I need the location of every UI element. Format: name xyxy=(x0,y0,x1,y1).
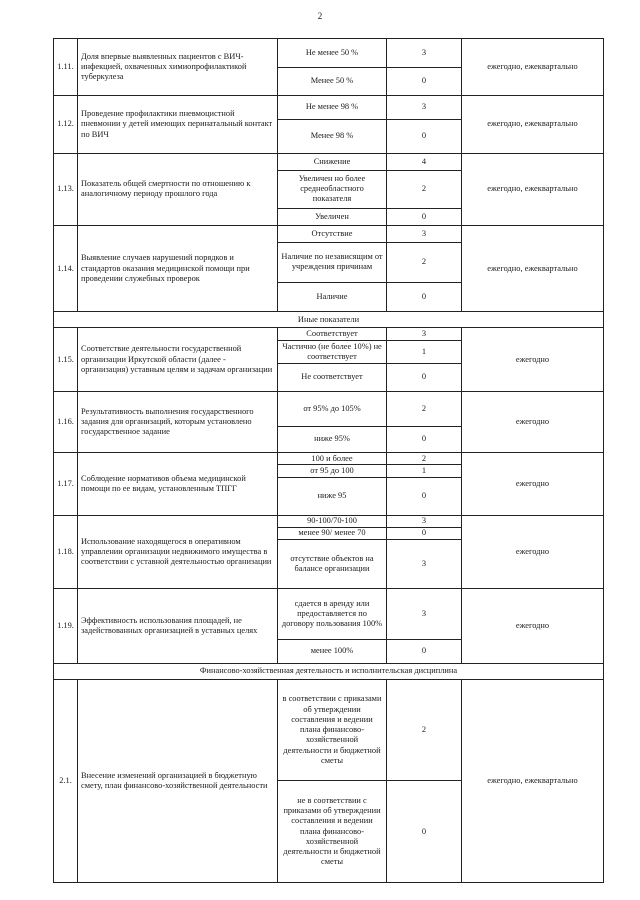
criterion-value: Наличие xyxy=(278,283,387,312)
period: ежегодно, ежеквартально xyxy=(462,96,604,153)
criterion-value: Частично (не более 10%) не соответствует xyxy=(278,340,387,364)
criterion-value: Наличие по независящим от учреждения причинам xyxy=(278,242,387,283)
criterion-points: 1 xyxy=(387,340,462,364)
criterion-value: сдается в аренду или предоставляется по договору пользования 100% xyxy=(278,589,387,640)
criterion-points: 0 xyxy=(387,119,462,153)
criterion-value: Не менее 98 % xyxy=(278,96,387,120)
criterion-points: 0 xyxy=(387,208,462,225)
page-number: 2 xyxy=(317,11,323,21)
indicator-name: Результативность выполнения государственного задания для организаций, которым установлено государственное задание xyxy=(78,391,278,452)
criterion-points: 2 xyxy=(387,242,462,283)
criterion-value: от 95 до 100 xyxy=(278,465,387,477)
section-header-row xyxy=(54,663,604,679)
table-row xyxy=(54,226,604,242)
row-number: 1.14. xyxy=(54,226,78,312)
criterion-points: 3 xyxy=(387,328,462,340)
row-number: 2.1. xyxy=(54,680,78,883)
criterion-points: 4 xyxy=(387,153,462,170)
criterion-points: 0 xyxy=(387,781,462,883)
criterion-points: 3 xyxy=(387,589,462,640)
criterion-value: ниже 95 xyxy=(278,477,387,515)
criterion-value: Снижение xyxy=(278,153,387,170)
criterion-points: 1 xyxy=(387,465,462,477)
criteria-table xyxy=(53,38,604,883)
indicator-name: Использование находящегося в оперативном управлении организации недвижимого имущества в соответствии с уставной деятельностью организации xyxy=(78,515,278,589)
row-number: 1.19. xyxy=(54,589,78,664)
criterion-points: 0 xyxy=(387,426,462,453)
criterion-value: 90-100/70-100 xyxy=(278,515,387,527)
indicator-name: Доля впервые выявленных пациентов с ВИЧ-инфекцией, охваченных химиопрофилактикой туберкулеза xyxy=(78,39,278,96)
table-row xyxy=(54,96,604,120)
row-number: 1.18. xyxy=(54,515,78,589)
row-number: 1.16. xyxy=(54,391,78,452)
indicator-name: Выявление случаев нарушений порядков и стандартов оказания медицинской помощи при проведении служебных проверок xyxy=(78,226,278,312)
indicator-name: Соответствие деятельности государственной организации Иркутской области (далее - организация) уставным целям и задачам организации xyxy=(78,328,278,391)
table-row xyxy=(54,39,604,68)
criterion-points: 3 xyxy=(387,540,462,589)
row-number: 1.12. xyxy=(54,96,78,153)
period: ежегодно xyxy=(462,328,604,391)
indicator-name: Показатель общей смертности по отношению к аналогичному периоду прошлого года xyxy=(78,153,278,226)
period: ежегодно xyxy=(462,453,604,515)
table-row xyxy=(54,453,604,465)
criterion-points: 3 xyxy=(387,39,462,68)
criterion-points: 0 xyxy=(387,67,462,96)
table-row xyxy=(54,328,604,340)
indicator-name: Эффективность использования площадей, не задействованных организацией в уставных целях xyxy=(78,589,278,664)
row-number: 1.17. xyxy=(54,453,78,515)
criterion-points: 0 xyxy=(387,364,462,392)
table-row xyxy=(54,680,604,781)
table-row xyxy=(54,589,604,640)
period: ежегодно, ежеквартально xyxy=(462,39,604,96)
criterion-points: 2 xyxy=(387,170,462,208)
criterion-value: менее 100% xyxy=(278,640,387,664)
criterion-value: Не соответствует xyxy=(278,364,387,392)
criterion-points: 0 xyxy=(387,527,462,539)
criterion-value: отсутствие объектов на балансе организации xyxy=(278,540,387,589)
period: ежегодно, ежеквартально xyxy=(462,153,604,226)
criterion-points: 0 xyxy=(387,283,462,312)
table-row xyxy=(54,515,604,527)
section-other-title: Иные показатели xyxy=(54,312,604,328)
criterion-points: 3 xyxy=(387,226,462,242)
indicator-name: Проведение профилактики пневмоцистной пневмонии у детей имеющих перинатальный контакт по ВИЧ xyxy=(78,96,278,153)
indicator-name: Соблюдение нормативов объема медицинской помощи по ее видам, установленным ТПГГ xyxy=(78,453,278,515)
criterion-value: ниже 95% xyxy=(278,426,387,453)
table-row xyxy=(54,391,604,426)
criterion-value: Менее 98 % xyxy=(278,119,387,153)
criterion-value: от 95% до 105% xyxy=(278,391,387,426)
section-finance-title: Финансово-хозяйственная деятельность и исполнительская дисциплина xyxy=(54,663,604,679)
criterion-value: Не менее 50 % xyxy=(278,39,387,68)
period: ежегодно xyxy=(462,589,604,664)
criterion-value: менее 90/ менее 70 xyxy=(278,527,387,539)
criterion-value: не в соответствии с приказами об утверждении составления и ведении плана финансово-хозяйственной деятельности и бюджетной сметы xyxy=(278,781,387,883)
period: ежегодно xyxy=(462,391,604,452)
criterion-points: 0 xyxy=(387,640,462,664)
criterion-points: 2 xyxy=(387,680,462,781)
criterion-value: Увеличен xyxy=(278,208,387,225)
criterion-value: Увеличен но более среднеобластного показателя xyxy=(278,170,387,208)
criterion-value: Менее 50 % xyxy=(278,67,387,96)
criterion-points: 3 xyxy=(387,96,462,120)
period: ежегодно, ежеквартально xyxy=(462,226,604,312)
criterion-value: 100 и более xyxy=(278,453,387,465)
criterion-points: 2 xyxy=(387,391,462,426)
table-row xyxy=(54,153,604,170)
criterion-points: 0 xyxy=(387,477,462,515)
section-header-row xyxy=(54,312,604,328)
row-number: 1.13. xyxy=(54,153,78,226)
criterion-value: в соответствии с приказами об утверждении составления и ведении плана финансово-хозяйственной деятельности и бюджетной сметы xyxy=(278,680,387,781)
period: ежегодно, ежеквартально xyxy=(462,680,604,883)
period: ежегодно xyxy=(462,515,604,589)
indicator-name: Внесение изменений организацией в бюджетную смету, план финансово-хозяйственной деятельности xyxy=(78,680,278,883)
row-number: 1.15. xyxy=(54,328,78,391)
criterion-value: Отсутствие xyxy=(278,226,387,242)
criterion-points: 2 xyxy=(387,453,462,465)
criterion-points: 3 xyxy=(387,515,462,527)
row-number: 1.11. xyxy=(54,39,78,96)
criterion-value: Соответствует xyxy=(278,328,387,340)
